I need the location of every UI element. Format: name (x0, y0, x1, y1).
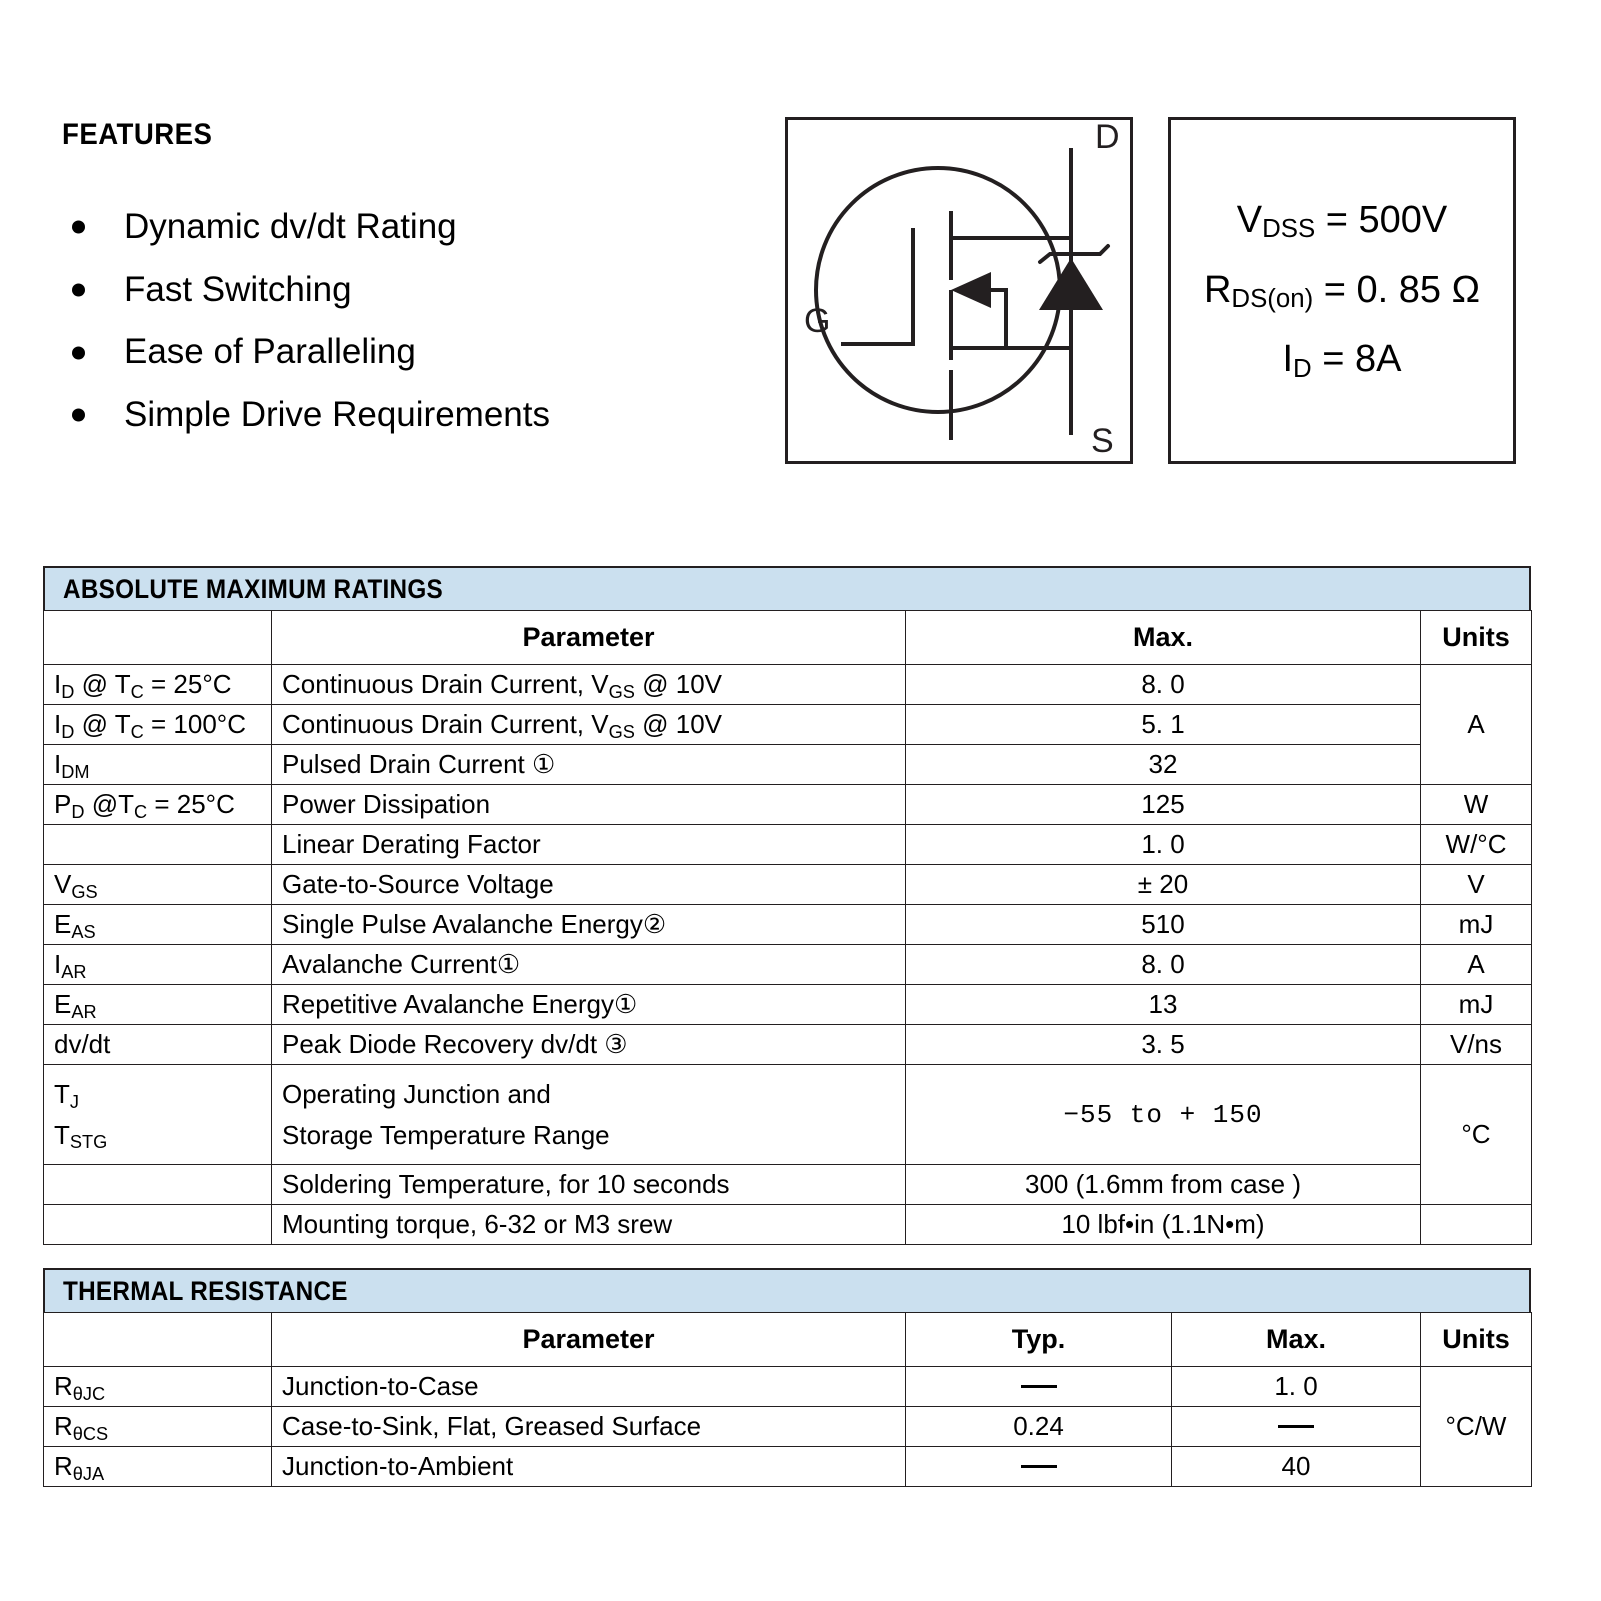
symbol-sub: STG (69, 1132, 108, 1153)
bullet-icon (72, 221, 85, 234)
amr-unit-cell: W/°C (1421, 825, 1532, 865)
feature-item (62, 321, 742, 384)
amr-max-cell: 510 (906, 905, 1421, 945)
amr-max-cell: ± 20 (906, 865, 1421, 905)
symbol-line-2 (54, 1115, 261, 1155)
symbol-rest: @T (84, 789, 134, 819)
amr-unit-cell: V (1421, 865, 1532, 905)
symbol-main: I (54, 669, 62, 699)
thermal-typ-cell: 0.24 (906, 1407, 1172, 1447)
feature-label: Ease of Paralleling (124, 332, 416, 372)
thermal-max-cell: 1. 0 (1172, 1367, 1421, 1407)
param-sub: GS (608, 681, 635, 702)
thermal-max-cell: 40 (1172, 1447, 1421, 1487)
amr-parameter-cell: Power Dissipation (272, 785, 906, 825)
symbol-sub: D (61, 721, 75, 742)
thermal-header-parameter: Parameter (272, 1313, 906, 1367)
feature-item (62, 196, 742, 259)
amr-header-symbol (44, 611, 272, 665)
amr-parameter-cell: Linear Derating Factor (272, 825, 906, 865)
thermal-resistance-section (43, 1268, 1531, 1487)
table-row (44, 945, 1532, 985)
param-line-2: Storage Temperature Range (282, 1119, 610, 1150)
param-main: Continuous Drain Current, V (282, 709, 609, 739)
spec-id-value: = 8A (1311, 338, 1402, 381)
symbol-sub: θCS (72, 1423, 109, 1444)
thermal-table (43, 1312, 1532, 1487)
amr-max-cell: 32 (906, 745, 1421, 785)
thermal-parameter-cell: Case-to-Sink, Flat, Greased Surface (272, 1407, 906, 1447)
symbol-sub2: C (130, 681, 144, 702)
spec-vdss (1237, 186, 1448, 256)
symbol-main: E (54, 989, 72, 1019)
amr-unit-cell: W (1421, 785, 1532, 825)
amr-max-cell: 13 (906, 985, 1421, 1025)
amr-parameter-cell (272, 665, 906, 705)
thermal-typ-cell (906, 1367, 1172, 1407)
symbol-sub: DM (61, 761, 90, 782)
table-row (44, 825, 1532, 865)
table-row (44, 985, 1532, 1025)
thermal-header-symbol (44, 1313, 272, 1367)
amr-symbol-cell (44, 825, 272, 865)
features-heading: FEATURES (62, 118, 213, 151)
table-row (44, 705, 1532, 745)
amr-parameter-cell (272, 705, 906, 745)
amr-unit-cell: mJ (1421, 985, 1532, 1025)
symbol-line-1 (54, 1074, 261, 1114)
amr-header-row (44, 611, 1532, 665)
thermal-parameter-cell: Junction-to-Case (272, 1367, 906, 1407)
bullet-icon (72, 346, 85, 359)
spec-rdson-symbol: R (1203, 268, 1232, 311)
amr-parameter-cell: Peak Diode Recovery dv/dt ③ (272, 1025, 906, 1065)
spec-rdson-value: = 0. 85 Ω (1313, 268, 1481, 311)
amr-unit-cell: V/ns (1421, 1025, 1532, 1065)
amr-parameter-cell (272, 1065, 906, 1165)
thermal-typ-cell (906, 1447, 1172, 1487)
amr-parameter-cell: Repetitive Avalanche Energy① (272, 985, 906, 1025)
feature-label: Simple Drive Requirements (124, 394, 550, 434)
symbol-sub: GS (71, 881, 98, 902)
table-row (44, 665, 1532, 705)
symbol-sub: D (61, 681, 75, 702)
amr-max-cell: 125 (906, 785, 1421, 825)
spec-rdson-subscript: DS(on) (1231, 285, 1314, 314)
symbol-sub2: C (130, 721, 144, 742)
amr-symbol-cell (44, 945, 272, 985)
symbol-main: I (54, 949, 62, 979)
symbol-main: T (54, 1079, 70, 1110)
table-row (44, 785, 1532, 825)
amr-max-cell: 300 (1.6mm from case ) (906, 1165, 1421, 1205)
thermal-header-row (44, 1313, 1532, 1367)
table-row (44, 1165, 1532, 1205)
amr-header-parameter: Parameter (272, 611, 906, 665)
symbol-main: R (54, 1411, 73, 1441)
table-row-temperature (44, 1065, 1532, 1165)
table-row (44, 1407, 1532, 1447)
spec-vdss-symbol: V (1236, 198, 1263, 241)
mosfet-symbol-box (785, 117, 1133, 464)
amr-max-cell: 3. 5 (906, 1025, 1421, 1065)
amr-unit-cell: mJ (1421, 905, 1532, 945)
thermal-symbol-cell (44, 1447, 272, 1487)
amr-unit-cell: °C (1421, 1065, 1532, 1205)
amr-symbol-cell (44, 1205, 272, 1245)
symbol-main: E (54, 909, 72, 939)
features-list (62, 196, 742, 447)
amr-symbol-cell (44, 785, 272, 825)
spec-id (1282, 325, 1401, 395)
thermal-header-units: Units (1421, 1313, 1532, 1367)
symbol-rest2: = 25°C (143, 669, 232, 699)
thermal-unit-cell: °C/W (1421, 1367, 1532, 1487)
symbol-rest: @ T (74, 669, 131, 699)
table-row (44, 1447, 1532, 1487)
thermal-header-max: Max. (1172, 1313, 1421, 1367)
symbol-sub: AR (61, 961, 87, 982)
features-block (62, 118, 742, 447)
thermal-band-title: THERMAL RESISTANCE (63, 1275, 348, 1306)
amr-parameter-cell: Mounting torque, 6-32 or M3 srew (272, 1205, 906, 1245)
bullet-icon (72, 409, 85, 422)
spec-vdss-value: = 500V (1315, 198, 1448, 241)
amr-max-cell: 8. 0 (906, 945, 1421, 985)
table-row (44, 1367, 1532, 1407)
key-specs-box (1168, 117, 1516, 464)
symbol-main: I (54, 709, 62, 739)
amr-symbol-cell (44, 1065, 272, 1165)
amr-symbol-cell (44, 985, 272, 1025)
table-row (44, 1205, 1532, 1245)
amr-parameter-cell: Pulsed Drain Current ① (272, 745, 906, 785)
table-row (44, 905, 1532, 945)
param-main: Continuous Drain Current, V (282, 669, 609, 699)
symbol-sub2: C (133, 801, 148, 822)
symbol-sub: θJA (72, 1463, 105, 1484)
thermal-band (43, 1268, 1531, 1312)
amr-max-cell: 10 lbf•in (1.1N•m) (906, 1205, 1421, 1245)
amr-band (43, 566, 1531, 610)
symbol-sub: D (71, 801, 85, 822)
gate-label: G (804, 302, 831, 340)
symbol-main: I (54, 749, 62, 779)
symbol-main: T (54, 1119, 70, 1150)
thermal-parameter-cell: Junction-to-Ambient (272, 1447, 906, 1487)
absolute-maximum-ratings-section (43, 566, 1531, 1245)
amr-parameter-cell: Avalanche Current① (272, 945, 906, 985)
source-label: S (1091, 422, 1114, 460)
amr-max-cell: 5. 1 (906, 705, 1421, 745)
amr-symbol-cell: dv/dt (44, 1025, 272, 1065)
table-row (44, 1025, 1532, 1065)
amr-unit-cell (1421, 1205, 1532, 1245)
amr-symbol-cell (44, 1165, 272, 1205)
param-rest: @ 10V (634, 669, 722, 699)
feature-item (62, 384, 742, 447)
table-row (44, 745, 1532, 785)
symbol-sub: AR (71, 1001, 97, 1022)
amr-symbol-cell (44, 905, 272, 945)
symbol-rest2: = 100°C (143, 709, 246, 739)
amr-unit-cell: A (1421, 945, 1532, 985)
thermal-header-typ: Typ. (906, 1313, 1172, 1367)
spec-vdss-subscript: DSS (1262, 215, 1316, 244)
amr-max-cell: 1. 0 (906, 825, 1421, 865)
symbol-sub: θJC (72, 1383, 106, 1404)
thermal-symbol-cell (44, 1407, 272, 1447)
symbol-rest2: = 25°C (147, 789, 235, 819)
param-sub: GS (608, 721, 635, 742)
amr-header-max: Max. (906, 611, 1421, 665)
em-dash-icon (1021, 1465, 1057, 1468)
em-dash-icon (1278, 1425, 1314, 1428)
symbol-main: R (54, 1451, 73, 1481)
body-arrow-icon (951, 272, 991, 308)
feature-label: Fast Switching (124, 269, 352, 309)
amr-symbol-cell (44, 745, 272, 785)
amr-symbol-cell (44, 865, 272, 905)
amr-max-cell: −55 to + 150 (906, 1065, 1421, 1165)
symbol-sub: AS (71, 921, 96, 942)
amr-header-units: Units (1421, 611, 1532, 665)
table-row (44, 865, 1532, 905)
header-section (0, 0, 1601, 540)
thermal-max-cell (1172, 1407, 1421, 1447)
param-line-1: Operating Junction and (282, 1079, 551, 1110)
feature-item (62, 259, 742, 322)
amr-parameter-cell: Gate-to-Source Voltage (272, 865, 906, 905)
amr-symbol-cell (44, 665, 272, 705)
symbol-main: R (54, 1371, 73, 1401)
symbol-sub: J (69, 1091, 79, 1112)
drain-label: D (1095, 120, 1120, 156)
amr-table (43, 610, 1532, 1245)
symbol-main: P (54, 789, 72, 819)
amr-parameter-cell: Single Pulse Avalanche Energy② (272, 905, 906, 945)
em-dash-icon (1021, 1385, 1057, 1388)
amr-max-cell: 8. 0 (906, 665, 1421, 705)
zener-triangle-icon (1039, 258, 1103, 310)
param-rest: @ 10V (634, 709, 722, 739)
symbol-rest: @ T (74, 709, 131, 739)
thermal-symbol-cell (44, 1367, 272, 1407)
amr-parameter-cell: Soldering Temperature, for 10 seconds (272, 1165, 906, 1205)
symbol-main: V (54, 869, 72, 899)
amr-symbol-cell (44, 705, 272, 745)
bullet-icon (72, 283, 85, 296)
mosfet-symbol-icon (788, 120, 1130, 461)
spec-id-subscript: D (1293, 355, 1312, 384)
spec-id-symbol: I (1282, 338, 1294, 381)
spec-rdson (1204, 256, 1480, 326)
amr-unit-cell: A (1421, 665, 1532, 785)
feature-label: Dynamic dv/dt Rating (124, 207, 457, 246)
amr-band-title: ABSOLUTE MAXIMUM RATINGS (63, 573, 443, 604)
